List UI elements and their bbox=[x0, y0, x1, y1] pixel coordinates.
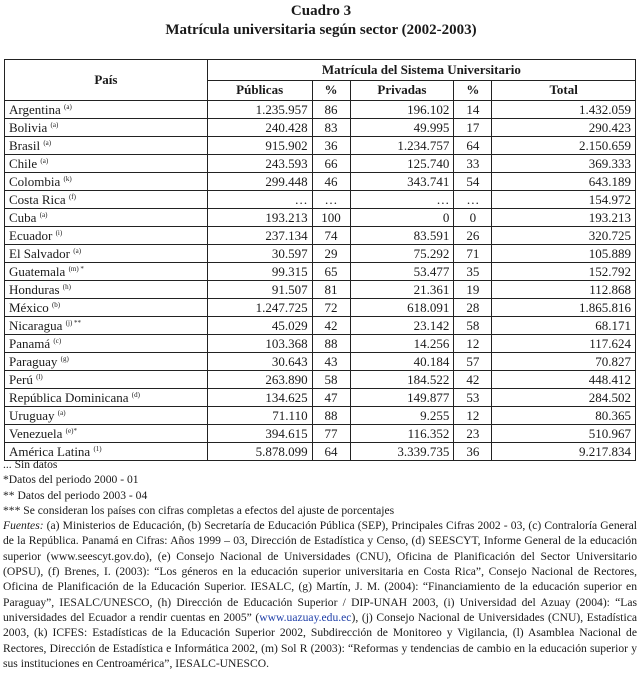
privadas-cell: 21.361 bbox=[350, 281, 454, 299]
pct-privadas-cell: 35 bbox=[454, 263, 492, 281]
pct-publicas-cell: 43 bbox=[312, 353, 350, 371]
pct-publicas-cell: 86 bbox=[312, 101, 350, 119]
pct-privadas-cell: 54 bbox=[454, 173, 492, 191]
note-sin-datos: ... Sin datos bbox=[3, 458, 58, 471]
publicas-cell: 1.235.957 bbox=[207, 101, 312, 119]
table-row bbox=[5, 335, 636, 353]
country-name: Nicaragua bbox=[9, 317, 63, 333]
total-cell: 105.889 bbox=[492, 245, 636, 263]
source-note: (c) bbox=[53, 336, 62, 345]
privadas-cell: 125.740 bbox=[350, 155, 454, 173]
publicas-cell: 299.448 bbox=[207, 173, 312, 191]
pct-publicas-cell: 77 bbox=[312, 425, 350, 443]
pct-publicas-cell: 100 bbox=[312, 209, 350, 227]
pct-privadas-cell: 53 bbox=[454, 389, 492, 407]
pct-privadas-cell: … bbox=[454, 191, 492, 209]
table-row bbox=[5, 353, 636, 371]
table-row bbox=[5, 317, 636, 335]
pct-publicas-cell: 46 bbox=[312, 173, 350, 191]
pct-privadas-cell: 64 bbox=[454, 137, 492, 155]
pct-publicas-cell: 81 bbox=[312, 281, 350, 299]
total-cell: 448.412 bbox=[492, 371, 636, 389]
pct-publicas-cell: … bbox=[312, 191, 350, 209]
country-name: México bbox=[9, 299, 49, 315]
source-note: (h) bbox=[62, 282, 71, 291]
col-header-pct-privadas: % bbox=[454, 80, 492, 101]
pct-privadas-cell: 19 bbox=[454, 281, 492, 299]
uazuay-link[interactable]: www.uazuay.edu.ec bbox=[259, 610, 352, 624]
source-note: (a) bbox=[57, 408, 66, 417]
source-note: (f) bbox=[68, 192, 76, 201]
pct-privadas-cell: 23 bbox=[454, 425, 492, 443]
privadas-cell: 9.255 bbox=[350, 407, 454, 425]
publicas-cell: 1.247.725 bbox=[207, 299, 312, 317]
table-row bbox=[5, 101, 636, 119]
note-star-3: *** Se consideran los países con cifras completas a efectos del ajuste de porcentajes bbox=[3, 503, 395, 517]
pct-publicas-cell: 88 bbox=[312, 335, 350, 353]
privadas-cell: 49.995 bbox=[350, 119, 454, 137]
pct-privadas-cell: 12 bbox=[454, 407, 492, 425]
country-name: Argentina bbox=[9, 101, 61, 117]
pct-privadas-cell: 58 bbox=[454, 317, 492, 335]
country-name: Guatemala bbox=[9, 263, 66, 279]
pct-privadas-cell: 17 bbox=[454, 119, 492, 137]
privadas-cell: 75.292 bbox=[350, 245, 454, 263]
total-cell: 284.502 bbox=[492, 389, 636, 407]
publicas-cell: 5.878.099 bbox=[207, 443, 312, 461]
publicas-cell: 45.029 bbox=[207, 317, 312, 335]
total-cell: 117.624 bbox=[492, 335, 636, 353]
col-header-pct-publicas: % bbox=[312, 80, 350, 101]
col-header-pais: País bbox=[5, 60, 208, 101]
source-note: (j) ** bbox=[65, 318, 82, 327]
pct-privadas-cell: 71 bbox=[454, 245, 492, 263]
total-cell: 320.725 bbox=[492, 227, 636, 245]
table-row bbox=[5, 281, 636, 299]
table-row bbox=[5, 209, 636, 227]
country-name: Ecuador bbox=[9, 227, 53, 243]
pct-privadas-cell: 33 bbox=[454, 155, 492, 173]
total-cell: 70.827 bbox=[492, 353, 636, 371]
table-number: Cuadro 3 bbox=[290, 3, 352, 19]
country-name: El Salvador bbox=[9, 245, 71, 261]
privadas-cell: 149.877 bbox=[350, 389, 454, 407]
privadas-cell: … bbox=[350, 191, 454, 209]
source-note: (1) bbox=[93, 444, 102, 453]
total-cell: 112.868 bbox=[492, 281, 636, 299]
publicas-cell: 99.315 bbox=[207, 263, 312, 281]
group-header: Matrícula del Sistema Universitario bbox=[207, 60, 635, 81]
publicas-cell: 71.110 bbox=[207, 407, 312, 425]
privadas-cell: 343.741 bbox=[350, 173, 454, 191]
pct-privadas-cell: 12 bbox=[454, 335, 492, 353]
publicas-cell: 193.213 bbox=[207, 209, 312, 227]
total-cell: 510.967 bbox=[492, 425, 636, 443]
table-row bbox=[5, 245, 636, 263]
pct-privadas-cell: 57 bbox=[454, 353, 492, 371]
publicas-cell: 240.428 bbox=[207, 119, 312, 137]
pct-publicas-cell: 47 bbox=[312, 389, 350, 407]
enrollment-table bbox=[4, 59, 636, 461]
total-cell: 2.150.659 bbox=[492, 137, 636, 155]
publicas-cell: 134.625 bbox=[207, 389, 312, 407]
source-note: (a) bbox=[39, 210, 48, 219]
total-cell: 290.423 bbox=[492, 119, 636, 137]
publicas-cell: 30.597 bbox=[207, 245, 312, 263]
table-row bbox=[5, 191, 636, 209]
publicas-cell: 394.615 bbox=[207, 425, 312, 443]
privadas-cell: 3.339.735 bbox=[350, 443, 454, 461]
pct-publicas-cell: 66 bbox=[312, 155, 350, 173]
publicas-cell: 91.507 bbox=[207, 281, 312, 299]
publicas-cell: … bbox=[207, 191, 312, 209]
pct-publicas-cell: 65 bbox=[312, 263, 350, 281]
country-name: Costa Rica bbox=[9, 191, 66, 207]
total-cell: 1.865.816 bbox=[492, 299, 636, 317]
col-header-privadas: Privadas bbox=[350, 80, 454, 101]
col-header-publicas: Públicas bbox=[207, 80, 312, 101]
note-star-2: ** Datos del periodo 2003 - 04 bbox=[3, 488, 148, 502]
privadas-cell: 40.184 bbox=[350, 353, 454, 371]
pct-publicas-cell: 58 bbox=[312, 371, 350, 389]
table-row bbox=[5, 299, 636, 317]
note-star-1: *Datos del periodo 2000 - 01 bbox=[3, 473, 139, 487]
privadas-cell: 0 bbox=[350, 209, 454, 227]
table-row bbox=[5, 263, 636, 281]
source-note: (e)* bbox=[65, 426, 77, 435]
table-row bbox=[5, 173, 636, 191]
privadas-cell: 618.091 bbox=[350, 299, 454, 317]
sources-label: Fuentes: bbox=[3, 519, 44, 533]
publicas-cell: 915.902 bbox=[207, 137, 312, 155]
source-note: (b) bbox=[51, 300, 61, 309]
pct-publicas-cell: 88 bbox=[312, 407, 350, 425]
source-note: (i) bbox=[55, 228, 63, 237]
pct-publicas-cell: 42 bbox=[312, 317, 350, 335]
pct-publicas-cell: 29 bbox=[312, 245, 350, 263]
source-note: (a) bbox=[64, 102, 72, 111]
total-cell: 154.972 bbox=[492, 191, 636, 209]
country-name: América Latina bbox=[9, 443, 91, 459]
pct-privadas-cell: 14 bbox=[454, 101, 492, 119]
source-note: (d) bbox=[131, 390, 140, 399]
total-cell: 152.792 bbox=[492, 263, 636, 281]
privadas-cell: 83.591 bbox=[350, 227, 454, 245]
table-row bbox=[5, 389, 636, 407]
table-title: Matrícula universitaria según sector (2002-2003) bbox=[165, 22, 477, 38]
pct-privadas-cell: 26 bbox=[454, 227, 492, 245]
country-name: Perú bbox=[9, 371, 33, 387]
publicas-cell: 243.593 bbox=[207, 155, 312, 173]
table-row bbox=[5, 425, 636, 443]
source-note: (g) bbox=[60, 354, 69, 363]
table-row bbox=[5, 407, 636, 425]
total-cell: 193.213 bbox=[492, 209, 636, 227]
privadas-cell: 196.102 bbox=[350, 101, 454, 119]
country-name: Honduras bbox=[9, 281, 60, 297]
privadas-cell: 1.234.757 bbox=[350, 137, 454, 155]
privadas-cell: 116.352 bbox=[350, 425, 454, 443]
pct-publicas-cell: 83 bbox=[312, 119, 350, 137]
pct-publicas-cell: 74 bbox=[312, 227, 350, 245]
table-body bbox=[5, 101, 636, 461]
source-note: (a) bbox=[43, 138, 52, 147]
sources-text-2: ), (j) Consejo Nacional de Universidades (CNU), Estadística 2003, (k) ICFES: Estadísticas de la Educación Superior 2002, Subdirección de Monitoreo y Vigilancia, (l) Asamblea Nacional de Rectores, Dirección de Estadística e Informática 2002, (m) Sol R (2003): “Reformas y tendencias de cambio en la educación superior y sus instituciones en Centroamérica”, IESALC-UNESCO. bbox=[3, 610, 637, 670]
pct-privadas-cell: 36 bbox=[454, 443, 492, 461]
privadas-cell: 23.142 bbox=[350, 317, 454, 335]
total-cell: 68.171 bbox=[492, 317, 636, 335]
source-note: (a) bbox=[40, 156, 49, 165]
country-name: Colombia bbox=[9, 173, 61, 189]
source-note: (m) * bbox=[68, 264, 84, 273]
publicas-cell: 237.134 bbox=[207, 227, 312, 245]
total-cell: 369.333 bbox=[492, 155, 636, 173]
table-row bbox=[5, 119, 636, 137]
header-row-1 bbox=[5, 60, 636, 81]
source-note: (k) bbox=[63, 174, 72, 183]
country-name: Bolivia bbox=[9, 119, 48, 135]
country-name: República Dominicana bbox=[9, 389, 129, 405]
country-name: Uruguay bbox=[9, 407, 55, 423]
total-cell: 643.189 bbox=[492, 173, 636, 191]
sources-text-1: (a) Ministerios de Educación, (b) Secretaría de Educación Pública (SEP), Principales Cifras 2002 - 03, (c) Contraloría General de la República. Panamá en Cifras: Años 1999 – 03, Dirección de Estadística y Censo, (d) SEESCYT, Informe General de la educación superior (www.seescyt.gov.do), (e) Consejo Nacional de Universidades (CNU), Oficina de Planificación del Sector Universitario (OPSU), (f) Brenes, I. (2003): “Los géneros en la educación superior universitaria en Costa Rica”, Consejo Nacional de Rectores, Oficina de Planificación de la Educación Superior. IESALC, (g) Martín, J. M. (2004): “Financiamiento de la educación superior en Paraguay”, IESALC/UNESCO, (h) Dirección de Educación Superior / DIP-UNAH 2003, (i) Universidad del Azuay (2004): “Las universidades del Ecuador a rendir cuentas en 2005” ( bbox=[3, 519, 637, 624]
pct-publicas-cell: 72 bbox=[312, 299, 350, 317]
source-note: (a) bbox=[50, 120, 59, 129]
table-row bbox=[5, 371, 636, 389]
table-row bbox=[5, 227, 636, 245]
publicas-cell: 103.368 bbox=[207, 335, 312, 353]
country-name: Venezuela bbox=[9, 425, 63, 441]
privadas-cell: 184.522 bbox=[350, 371, 454, 389]
country-name: Panamá bbox=[9, 335, 51, 351]
sources-paragraph bbox=[3, 518, 637, 671]
total-cell: 9.217.834 bbox=[492, 443, 636, 461]
total-cell: 80.365 bbox=[492, 407, 636, 425]
country-name: Chile bbox=[9, 155, 38, 171]
pct-publicas-cell: 64 bbox=[312, 443, 350, 461]
country-name: Paraguay bbox=[9, 353, 58, 369]
pct-privadas-cell: 0 bbox=[454, 209, 492, 227]
pct-publicas-cell: 36 bbox=[312, 137, 350, 155]
footnotes bbox=[3, 457, 637, 671]
country-name: Brasil bbox=[9, 137, 41, 153]
title-block bbox=[0, 0, 642, 40]
source-note: (l) bbox=[36, 372, 43, 381]
publicas-cell: 30.643 bbox=[207, 353, 312, 371]
pct-privadas-cell: 42 bbox=[454, 371, 492, 389]
pct-privadas-cell: 28 bbox=[454, 299, 492, 317]
source-note: (a) bbox=[73, 246, 82, 255]
privadas-cell: 53.477 bbox=[350, 263, 454, 281]
table-row bbox=[5, 155, 636, 173]
privadas-cell: 14.256 bbox=[350, 335, 454, 353]
table-row bbox=[5, 137, 636, 155]
publicas-cell: 263.890 bbox=[207, 371, 312, 389]
total-cell: 1.432.059 bbox=[492, 101, 636, 119]
col-header-total: Total bbox=[492, 80, 636, 101]
country-name: Cuba bbox=[9, 209, 37, 225]
